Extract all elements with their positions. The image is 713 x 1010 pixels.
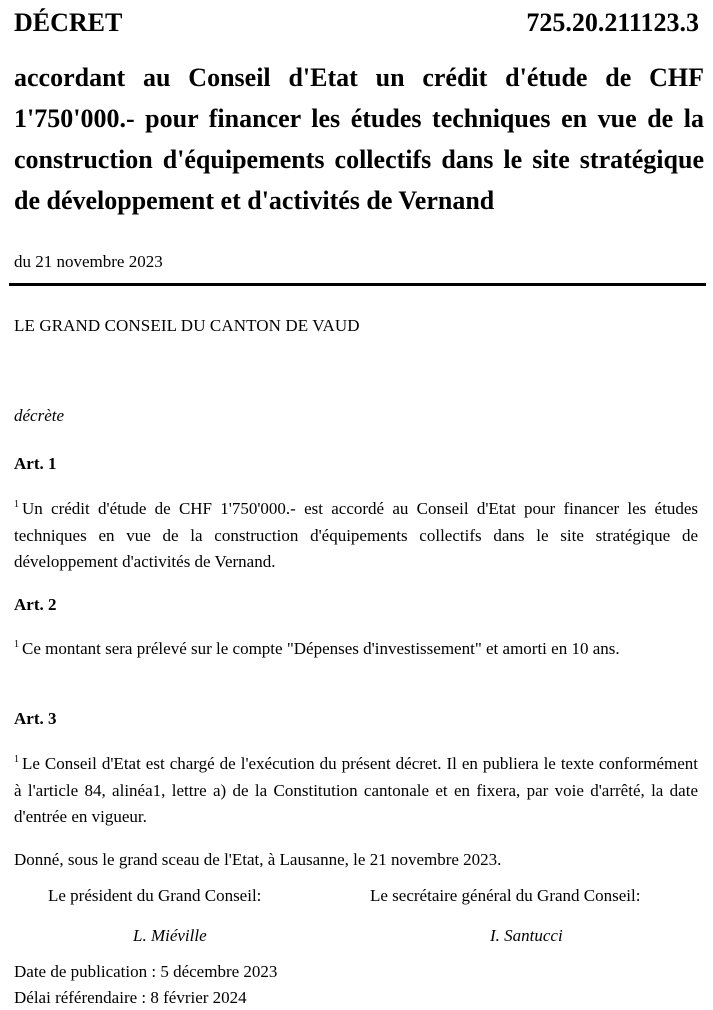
referendum-deadline: Délai référendaire : 8 février 2024: [14, 988, 247, 1007]
document-header: [14, 6, 699, 40]
paragraph-number: 1: [14, 499, 19, 510]
publication-date: Date de publication : 5 décembre 2023: [14, 962, 278, 981]
paragraph-number: 1: [14, 639, 19, 650]
article-3-paragraph: [14, 751, 698, 831]
article-2-title: Art. 2: [14, 595, 57, 614]
article-1-paragraph: [14, 496, 698, 576]
paragraph-number: 1: [14, 754, 19, 765]
president-name: L. Miéville: [133, 926, 207, 945]
secretary-name: I. Santucci: [490, 926, 563, 945]
issuing-authority: LE GRAND CONSEIL DU CANTON DE VAUD: [14, 316, 360, 335]
article-1-text: Un crédit d'étude de CHF 1'750'000.- est accordé au Conseil d'Etat pour financer les études techniques en vue de la construction d'équipements collectifs dans le site stratégique de développement d'activités de Vernand.: [14, 499, 698, 571]
president-label: Le président du Grand Conseil:: [48, 886, 262, 905]
article-3-text: Le Conseil d'Etat est chargé de l'exécution du présent décret. Il en publiera le texte conformément à l'article 84, alinéa1, lettre a) de la Constitution cantonale et en fixera, par voie d'arrêté, la date d'entrée en vigueur.: [14, 754, 698, 826]
horizontal-divider: [9, 283, 706, 286]
reference-number: 725.20.211123.3: [526, 8, 699, 37]
closing-formula: Donné, sous le grand sceau de l'Etat, à Lausanne, le 21 novembre 2023.: [14, 850, 502, 869]
enacting-word: décrète: [14, 406, 65, 425]
decree-title: accordant au Conseil d'Etat un crédit d'étude de CHF 1'750'000.- pour financer les études techniques en vue de la construction d'équipements collectifs dans le site stratégique de développement et d'activités de Vernand: [14, 63, 704, 215]
document-type: DÉCRET: [14, 8, 123, 37]
decree-date: du 21 novembre 2023: [14, 252, 163, 271]
article-2-paragraph: [14, 636, 698, 663]
article-3-title: Art. 3: [14, 709, 57, 728]
article-1-title: Art. 1: [14, 454, 57, 473]
secretary-label: Le secrétaire général du Grand Conseil:: [370, 886, 641, 905]
article-2-text: Ce montant sera prélevé sur le compte "Dépenses d'investissement" et amorti en 10 ans.: [22, 639, 620, 658]
